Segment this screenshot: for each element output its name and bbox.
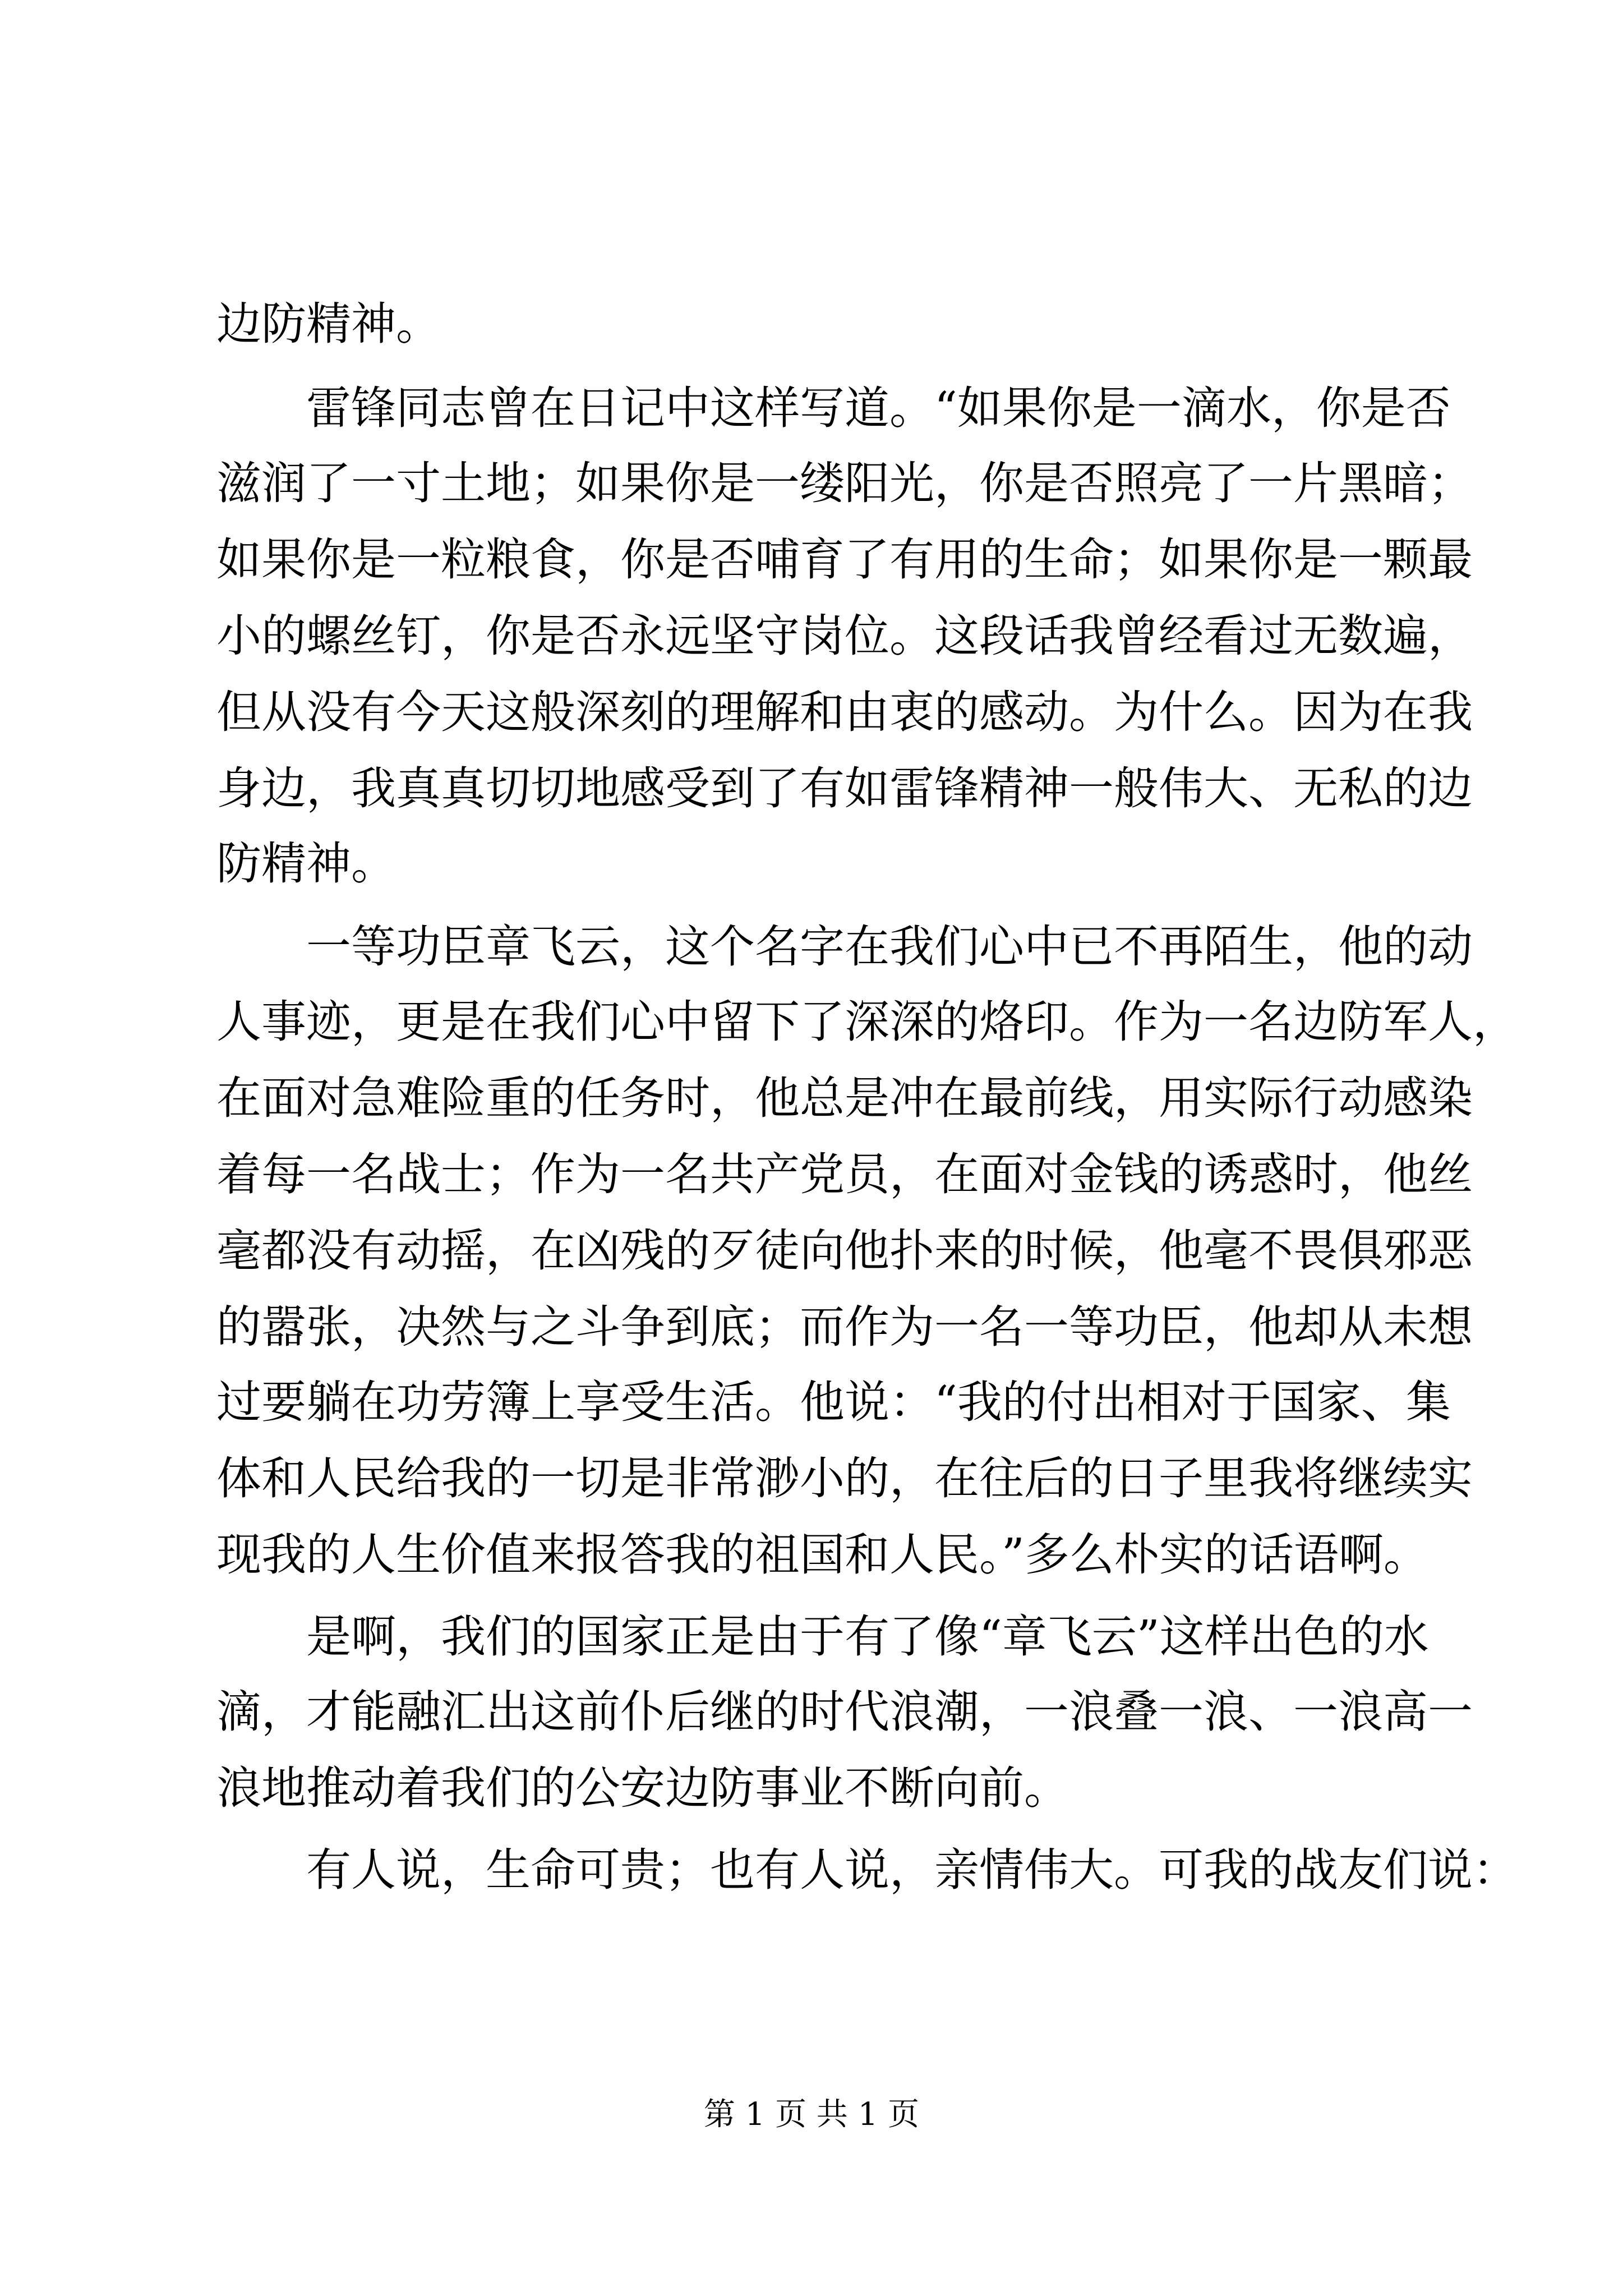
text-line: 着每一名战士；作为一名共产党员，在面对金钱的诱惑时，他丝 — [216, 1148, 1473, 1200]
text-line: 但从没有今天这般深刻的理解和由衷的感动。为什么。因为在我 — [216, 686, 1473, 738]
text-line: 人事迹，更是在我们心中留下了深深的烙印。作为一名边防军人， — [216, 996, 1518, 1048]
text-line: 边防精神。 — [216, 298, 441, 350]
text-line: 浪地推动着我们的公安边防事业不断向前。 — [216, 1762, 1069, 1814]
text-line: 雷锋同志曾在日记中这样写道。“如果你是一滴水，你是否 — [306, 382, 1451, 434]
text-line: 滋润了一寸土地；如果你是一缕阳光，你是否照亮了一片黑暗； — [216, 457, 1473, 509]
text-line: 有人说，生命可贵；也有人说，亲情伟大。可我的战友们说： — [306, 1844, 1518, 1896]
text-line: 滴，才能融汇出这前仆后继的时代浪潮，一浪叠一浪、一浪高一 — [216, 1686, 1473, 1738]
text-line: 现我的人生价值来报答我的祖国和人民。”多么朴实的话语啊。 — [216, 1529, 1428, 1581]
page-footer — [0, 2092, 1623, 2137]
text-line: 体和人民给我的一切是非常渺小的，在往后的日子里我将继续实 — [216, 1452, 1473, 1504]
text-line: 毫都没有动摇，在凶残的歹徒向他扑来的时候，他毫不畏俱邪恶 — [216, 1225, 1473, 1277]
text-line: 一等功臣章飞云，这个名字在我们心中已不再陌生，他的动 — [306, 921, 1473, 973]
page-number-label: 第 1 页 共 1 页 — [703, 2096, 920, 2133]
text-line: 如果你是一粒粮食，你是否哺育了有用的生命；如果你是一颗最 — [216, 533, 1473, 586]
text-line: 小的螺丝钉，你是否永远坚守岗位。这段话我曾经看过无数遍， — [216, 610, 1473, 662]
text-line: 防精神。 — [216, 838, 396, 890]
text-line: 的嚣张，决然与之斗争到底；而作为一名一等功臣，他却从未想 — [216, 1301, 1473, 1353]
text-line: 在面对急难险重的任务时，他总是冲在最前线，用实际行动感染 — [216, 1072, 1473, 1124]
text-line: 是啊，我们的国家正是由于有了像“章飞云”这样出色的水 — [306, 1611, 1429, 1663]
text-line: 过要躺在功劳簿上享受生活。他说：“我的付出相对于国家、集 — [216, 1376, 1451, 1428]
text-line: 身边，我真真切切地感受到了有如雷锋精神一般伟大、无私的边 — [216, 762, 1473, 815]
